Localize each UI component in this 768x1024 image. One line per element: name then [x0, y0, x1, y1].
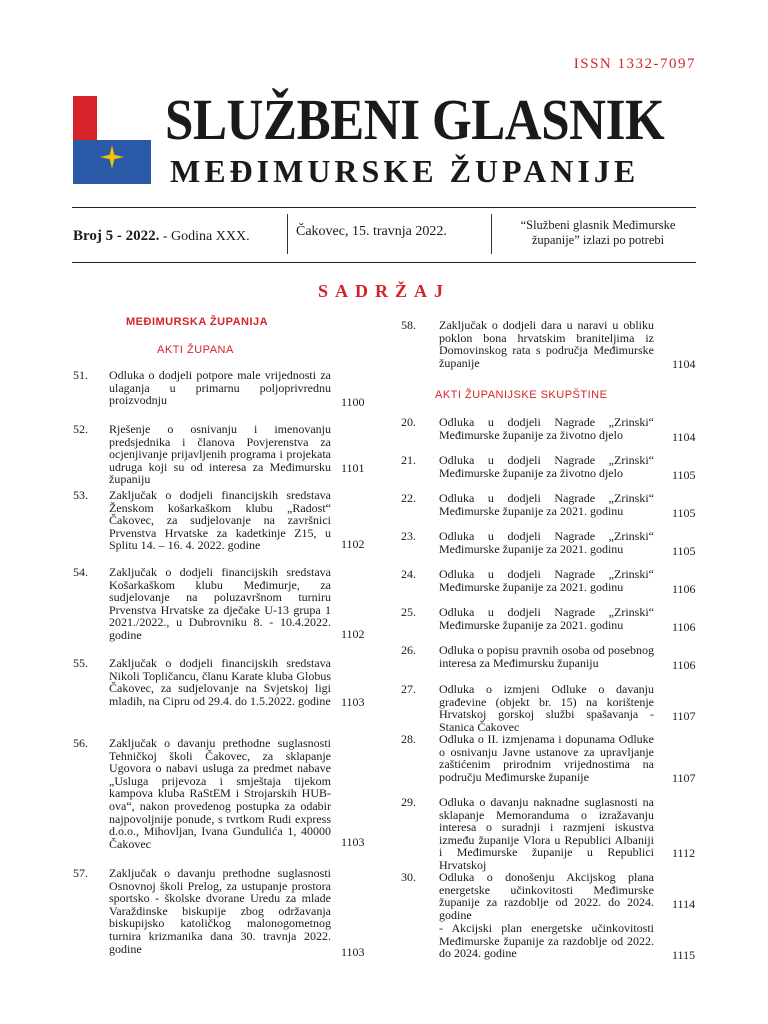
entry-number: 25. — [401, 605, 416, 619]
entry-title: Odluka o davanju naknadne suglasnosti na sklapanje Memoranduma o izražavanju interesa o suradnji i razmjeni iskustva između županije Vlora u Republici Albaniji i Međimurske županije u Republici Hrvatskoj — [439, 795, 654, 872]
contents-entry[interactable] — [401, 644, 711, 672]
entry-number: 24. — [401, 567, 416, 581]
entry-number: 58. — [401, 318, 416, 332]
entry-number: 57. — [73, 866, 88, 880]
entry-title: Zaključak o dodjeli dara u naravi u obliku poklon bona hrvatskim braniteljima iz Domovinskog rata s područja Međimurske županije — [439, 318, 654, 370]
entry-number: 21. — [401, 453, 416, 467]
entry-title: Odluka o donošenju Akcijskog plana energetske učinkovitosti Međimurske županije za razdoblje od 2022. do 2024. godine — [439, 870, 654, 922]
entry-title: Odluka o II. izmjenama i dopunama Odluke o osnivanju Javne ustanove za upravljanje zaštićenim prirodnim vrijednostima na području Međimurske županije — [439, 732, 654, 784]
entry-number: 23. — [401, 529, 416, 543]
entry-number: 28. — [401, 732, 416, 746]
entry-page-number: 1112 — [672, 846, 696, 861]
contents-entry[interactable] — [73, 489, 383, 551]
entry-page-number: 1105 — [672, 468, 696, 483]
entry-page-number: 1102 — [341, 537, 365, 552]
contents-entry[interactable] — [73, 737, 383, 849]
contents-entry[interactable] — [401, 682, 711, 734]
issue-date: Čakovec, 15. travnja 2022. — [296, 224, 447, 239]
contents-title: SADRŽAJ — [317, 281, 450, 301]
contents-entry[interactable] — [401, 530, 711, 558]
contents-entry[interactable] — [401, 568, 711, 596]
entry-page-number: 1103 — [341, 695, 365, 710]
masthead-subtitle: MEĐIMURSKE ŽUPANIJE — [170, 153, 640, 189]
contents-entry[interactable] — [73, 657, 383, 709]
entry-number: 55. — [73, 656, 88, 670]
contents-entry[interactable] — [401, 922, 711, 962]
issue-number — [73, 228, 250, 245]
entry-page-number: 1107 — [672, 709, 696, 724]
entry-title: Odluka u dodjeli Nagrade „Zrinski“ Međimurske županije za 2021. godinu — [439, 491, 654, 518]
entry-page-number: 1102 — [341, 627, 365, 642]
contents-entry[interactable] — [401, 733, 711, 785]
entry-title: Odluka u dodjeli Nagrade „Zrinski“ Međimurske županije za 2021. godinu — [439, 567, 654, 594]
issn-label: ISSN 1332-7097 — [573, 56, 696, 72]
contents-entry[interactable] — [401, 606, 711, 634]
entry-page-number: 1106 — [672, 620, 696, 635]
bottom-rule — [72, 262, 696, 263]
entry-page-number: 1115 — [672, 948, 696, 963]
entry-page-number: 1105 — [672, 544, 696, 559]
entry-title: Odluka u dodjeli Nagrade „Zrinski“ Međimurske županije za životno djelo — [439, 415, 654, 442]
contents-entry[interactable] — [401, 416, 711, 444]
contents-entry[interactable] — [73, 867, 383, 959]
entry-page-number: 1104 — [672, 357, 696, 372]
entry-page-number: 1100 — [341, 395, 365, 410]
entry-page-number: 1101 — [341, 461, 365, 476]
issue-godina: - Godina XXX. — [159, 229, 250, 244]
contents-entry[interactable] — [401, 795, 711, 872]
subsection-heading-akti-zupana: AKTI ŽUPANA — [157, 344, 234, 356]
entry-title: Odluka u dodjeli Nagrade „Zrinski“ Međimurske županije za životno djelo — [439, 453, 654, 480]
entry-title: Zaključak o davanju prethodne suglasnosti Tehničkoj školi Čakovec, za sklapanje Ugovora o nabavi usluga za predmet nabave „Usluga prijevoza i smještaja tijekom kampova kluba RaStEM i Strojarskih HUB-ova“, nakon provedenog postupka za odabir najpovoljnije ponude, s tvrtkom Rudi express d.o.o., Mihovljan, Ivana Gundulića 1, 40000 Čakovec — [109, 736, 331, 851]
entry-page-number: 1103 — [341, 945, 365, 960]
flag-red-field — [73, 96, 97, 140]
publication-note: “Službeni glasnik Međimurske županije” izlazi po potrebi — [520, 218, 676, 247]
contents-entry[interactable] — [401, 492, 711, 520]
entry-title: Zaključak o dodjeli financijskih sredstava Ženskom košarkaškom klubu „Radost“ Čakovec, za sudjelovanje na završnici Prvenstva Hrvatske za kadetkinje Z15, u Splitu 14. – 16. 4. 2022. godine — [109, 488, 331, 553]
contents-entry[interactable] — [73, 422, 383, 487]
entry-page-number: 1114 — [672, 897, 696, 912]
info-divider-1 — [287, 214, 288, 254]
contents-entry[interactable] — [73, 566, 383, 641]
entry-number: 52. — [73, 422, 88, 436]
issue-broj: Broj 5 - 2022. — [73, 228, 160, 244]
contents-entry[interactable] — [401, 870, 711, 922]
star-icon — [99, 144, 125, 170]
entry-title: Rješenje o osnivanju i imenovanju predsjednika i članova Povjerenstva za ocjenjivanje prijavljenih programa i projekata udruga koji su od interesa za Međimursku županiju — [109, 422, 331, 487]
entry-page-number: 1106 — [672, 658, 696, 673]
info-divider-2 — [491, 214, 492, 254]
entry-number: 20. — [401, 415, 416, 429]
entry-title: Odluka o izmjeni Odluke o davanju građevine (objekt br. 15) na korištenje Hrvatskoj gorskoj službi spašavanja - Stanica Čakovec — [439, 682, 654, 734]
top-rule — [72, 207, 696, 208]
entry-number: 56. — [73, 736, 88, 750]
entry-title: Zaključak o davanju prethodne suglasnosti Osnovnoj školi Prelog, za ustupanje prostora sportsko - školske dvorane Uredu za mlade Varaždinske biskupije zbog održavanja biskupijsko katoličkog malonogometnog turnira krizmanika dana 30. travnja 2022. godine — [109, 866, 331, 956]
entry-number: 26. — [401, 643, 416, 657]
entry-title: Zaključak o dodjeli financijskih sredstava Košarkaškom klubu Međimurje, za sudjelovanje na poluzavršnom turniru Prvenstva Hrvatske za dječake U-13 grupa 1 2021./2022., u Dubrovniku 8. - 10.4.2022. godine — [109, 565, 331, 642]
contents-entry[interactable] — [401, 454, 711, 482]
subsection-heading-akti-skupstine: AKTI ŽUPANIJSKE SKUPŠTINE — [435, 389, 608, 401]
section-heading-medimurska: MEĐIMURSKA ŽUPANIJA — [126, 316, 269, 328]
entry-number: 27. — [401, 682, 416, 696]
entry-number: 51. — [73, 368, 88, 382]
entry-title: - Akcijski plan energetske učinkovitosti Međimurske županije za razdoblje od 2022. do 2024. godine — [439, 921, 654, 961]
entry-title: Zaključak o dodjeli financijskih sredstava Nikoli Topličancu, članu Karate kluba Globus Čakovec, za sudjelovanje na Svjetskoj ligi mladih, na Cipru od 29.4. do 1.5.2022. godine — [109, 656, 331, 708]
entry-title: Odluka o dodjeli potpore male vrijednosti za ulaganja u primarnu poljoprivrednu proizvodnju — [109, 368, 331, 408]
entry-number: 22. — [401, 491, 416, 505]
county-flag — [73, 96, 151, 184]
entry-number: 54. — [73, 565, 88, 579]
entry-number: 30. — [401, 870, 416, 884]
entry-title: Odluka u dodjeli Nagrade „Zrinski“ Međimurske županije za 2021. godinu — [439, 529, 654, 556]
entry-number: 53. — [73, 488, 88, 502]
entry-page-number: 1105 — [672, 506, 696, 521]
entry-title: Odluka o popisu pravnih osoba od posebnog interesa za Međimursku županiju — [439, 643, 654, 670]
masthead-title: SLUŽBENI GLASNIK — [165, 87, 665, 152]
flag-white-field — [97, 96, 151, 140]
entry-page-number: 1106 — [672, 582, 696, 597]
entry-page-number: 1104 — [672, 430, 696, 445]
contents-entry[interactable] — [73, 369, 383, 409]
entry-number: 29. — [401, 795, 416, 809]
entry-page-number: 1103 — [341, 835, 365, 850]
contents-entry[interactable] — [401, 319, 711, 371]
entry-page-number: 1107 — [672, 771, 696, 786]
entry-title: Odluka u dodjeli Nagrade „Zrinski“ Međimurske županije za 2021. godinu — [439, 605, 654, 632]
